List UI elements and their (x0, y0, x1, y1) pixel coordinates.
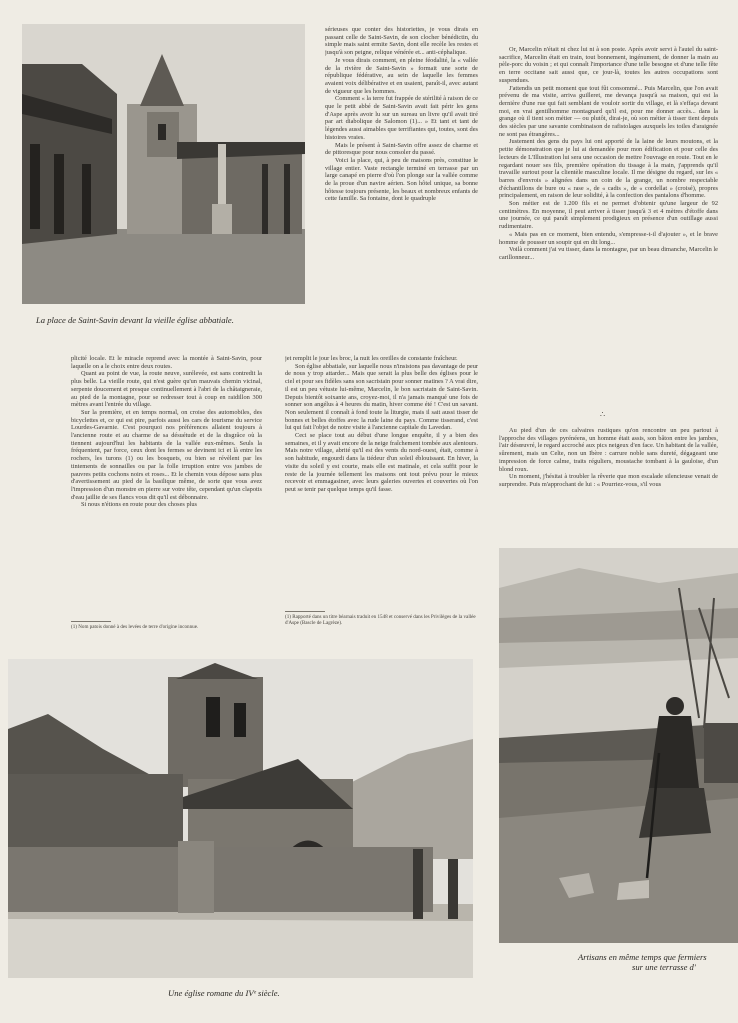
paragraph: Son métier est de 1.200 fils et ne permet d'obtenir qu'une largeur de 92 centimètres. En moyenne, il peut arriver à tisser jusqu'à 3 et 4 mètres d'étoffe dans une journée, ce qui paraît simplement prodigieux en présence d'un outillage aussi rudimentaire. (499, 200, 718, 231)
paragraph: Sur la première, et en temps normal, on croise des automobiles, des bicyclettes et, ce qui est pire, parfois aussi les cars de tourisme du service Lourdes-Gavarnie. C'est pourquoi nos préférences allaient toujours à l'ancienne route et au charme de sa désuétude et de la disgrâce où la tiennent aujourd'hui les habitants de la vallée eux-mêmes. Seuls la fréquentent, par force, ceux dont les fermes se devinent ici et là entre les rochers, les turons (1) ou les bosquets, ou bien se révèlent par les tintements de sonnailles ou par la folle irruption entre vos jambes de pauvres petits cochons noirs et roses... Et le chemin vous dépose sans plus d'avertissement au pied de la basilique même, de sorte que vous avez l'impression d'un monstre en pierre sur votre tête, cependant qu'un clapotis d'eau jaillie de ses flancs vous dit qu'il est débonnaire. (71, 408, 262, 501)
paragraph: Voilà comment j'ai vu tisser, dans la montagne, par un beau dimanche, Marcelin le carillonneur... (499, 246, 718, 261)
right-photo-caption-line-1: Artisans en même temps que fermiers (578, 952, 707, 962)
paragraph: plicité locale. Et le miracle reprend avec la montée à Saint-Savin, pour laquelle on a le choix entre deux routes. (71, 355, 262, 370)
romanesque-church-photo (8, 659, 473, 978)
column-2-top-text (325, 26, 478, 356)
column-3-top-text (499, 46, 718, 404)
column-2-mid-text (285, 355, 478, 610)
paragraph: J'attendis un petit moment que tout fût consommé... Puis Marcelin, que l'on avait prévenu de ma visite, arriva guilleret, me devança jusqu'à sa maison, qui est la dernière d'une rue qui fait semblant de vouloir sortir du village, et là s'effaça devant moi, en vrai gentilhomme montagnard qu'il est, pour me donner accès... dans la grange où il tient son métier — ou plutôt, dirai-je, où son métier à tisser tient depuis des siècles par une savante combinaison de rafistolages auxquels les toiles d'araignée ne sont pas étrangères... (499, 84, 718, 138)
footnote-rule (71, 621, 111, 622)
paragraph: jet remplit le jour les broc, la nuit les oreilles de constante fraîcheur. (285, 355, 458, 362)
paragraph: Or, Marcelin n'était ni chez lui ni à son poste. Après avoir servi à l'autel du saint-sacrifice, Marcelin était en train, tout bonnement, ingénument, de donner la main au pèle-porc du voisin ; et qui connaît l'importance d'une telle besogne et d'une telle fête en terre occitane sait aussi que, ce jour-là, toutes les autres occupations sont suspendues. (499, 46, 718, 84)
paragraph: Comment « la terre fut frappée de stérilité à raison de ce que le petit abbé de Saint-Savin avait fait périr les gens d'Aspe après avoir lu sur un sureau un livre qu'il avait tiré par art diabolique de Salomon (1)... » Et tant et tant de légendes aussi aimables que terrifiantes qui, toutes, sont des histoires vraies. (325, 95, 478, 141)
footnote-rule (285, 611, 325, 612)
paragraph: Son église abbatiale, sur laquelle nous n'insistons pas davantage de peur de nous y trop attarder... Mais que serait la plus belle des églises pour le ciel et pour ses fidèles sans son sacristain pour sonner matines ? A vrai dire, il est un peu vétuste lui-même, Marcelin, le bon sacristain de Saint-Savin. Depuis bientôt soixante ans, croyez-moi, il n'a jamais manqué une fois de sonner son angélus à 4 heures du matin, hiver comme été ! C'est un savant. Non seulement il connaît à fond toute la liturgie, mais il sait aussi tisser de bonnes et belles étoffes avec la rude laine du pays. Comme tisserand, c'est lui qui fait l'objet de notre visite à l'ancienne capitale du Lavedan. (285, 362, 478, 432)
right-photo-caption-line-2: sur une terrasse d' (632, 962, 696, 972)
paragraph: Mais le présent à Saint-Savin offre assez de charme et de pittoresque pour nous consoler du passé. (325, 141, 478, 157)
paragraph: sérieuses que conter des historiettes, je vous dirais en passant celle de Saint-Savin, de son clocher bénédictin, du simple mais saint ermite Savin, dont elle recèle les restes et jusqu'à son peigne, relique vénérée et... anti-céphalique. (325, 26, 478, 57)
section-ornament: ∴ (600, 410, 607, 419)
paragraph: Si nous n'étions en route pour des choses plus (81, 501, 198, 509)
village-square-photo (22, 24, 305, 304)
column-3-mid-text (499, 427, 718, 525)
paragraph: Je vous dirais comment, en pleine féodalité, la « vallée de la rivière de Saint-Savin » formait une sorte de république fédérative, au sein de laquelle les femmes avaient voix délibérative et en usaient, paraît-il, avec autant de vigueur que les hommes. (325, 56, 478, 95)
paragraph: Ceci se place tout au début d'une longue enquête, il y a bien des semaines, et il y avait encore de la neige fraîchement tombée aux alentours. Mais notre village, abrité qu'il est des vents du nord-ouest, était, comme à son habitude, engourdi dans la tiédeur d'un soleil éblouissant. En hiver, la visite du soleil y est courte, mais elle est matinale, et cela suffit pour le reste de la journée tellement les maisons ont tout prévu pour le mieux recevoir et emmagasiner, avec leurs galeries ouvertes et couvertes où l'on peut se tenir par quelque temps qu'il fasse. (285, 432, 478, 493)
paragraph: Au pied d'un de ces calvaires rustiques qu'on rencontre un peu partout à l'approche des villages pyrénéens, un homme était assis, son bâton entre les jambes, l'air désœuvré, le regard accroché aux pics neigeux d'en face. Un habitant de la vallée, sûrement, mais un Celte, non un Ibère : carrure noble sans dureté, dégageant une impression de force calme, traits réguliers, moustache tombant à la gauloise, d'un blond roux. (499, 427, 718, 473)
paragraph: « Mais pas en ce moment, bien entendu, s'empresse-t-il d'ajouter », et le brave homme de pousser un soupir qui en dit long... (499, 230, 718, 246)
footnote-left: (1) Nom patois donné à des levées de terre d'origine inconnue. (71, 624, 199, 630)
footnote-right: (1) Rapporté dans un titre béarnais traduit en 1548 et conservé dans les Privilèges de la vallée d'Aspe (Bascle de Lagrèze). (285, 614, 476, 626)
paragraph: Voici la place, qui, à peu de maisons près, constitue le village entier. Vaste rectangle terminé en terrasse par un large canapé en pierre d'où l'on plonge sur la vallée comme de la proue d'un navire aérien. Son hôtel unique, sa bonne hôtesse toujours présente, les beaux et nombreux enfants de cette famille. Sa fontaine, dont le quadruple (325, 156, 478, 203)
paragraph: Justement des gens du pays lui ont apporté de la laine de leurs moutons, et la petite démonstration que je lui ai demandée pour mon édification et pour celle des lecteurs de L'Illustration lui sera une occasion de mettre l'ouvrage en route. Tout en le regardant nouer ses fils, première opération du tissage à la main, j'apprends qu'il travaille surtout pour la clientèle masculine locale. Il me désigne du regard, sur les « barres d'envrois » alignées dans un coin de la grange, un nombre respectable d'échantillons de bure ou « rase », de « cadis », de « cordellat » (croisé), propres principalement, en raison de leur solidité, à la confection des pantalons d'homme. (499, 138, 718, 200)
artisan-farmer-photo (499, 548, 738, 943)
top-photo-caption: La place de Saint-Savin devant la vieille église abbatiale. (36, 315, 234, 325)
bottom-left-photo-caption: Une église romane du IVᵉ siècle. (168, 988, 280, 998)
paragraph: Quant au point de vue, la route neuve, surélevée, est sans contredit la plus belle. La vieille route, qui n'est guère qu'un mauvais chemin vicinal, serpente doucement et presque continuellement à l'abri de la châtaigneraie, au pied de la montagne, pour se redresser tout à coup en raidillon 300 mètres avant l'entrée du village. (71, 370, 262, 409)
column-1-mid-text (71, 355, 262, 618)
paragraph: Un moment, j'hésitai à troubler la rêverie que mon escalade silencieuse venait de surprendre. Puis m'approchant de lui : « Pourriez-vous, s'il vous (499, 473, 718, 488)
